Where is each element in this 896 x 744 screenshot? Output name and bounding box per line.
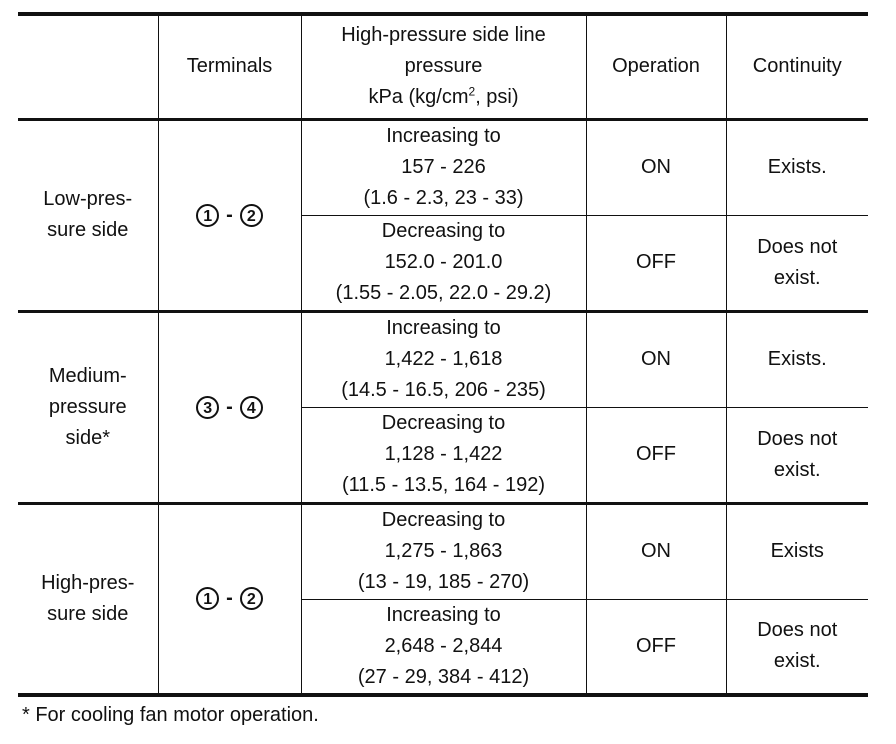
header-pressure-unit-line bbox=[306, 82, 582, 113]
pressure-line: (13 - 19, 185 - 270) bbox=[357, 571, 530, 593]
pressure-cell bbox=[301, 599, 586, 695]
pressure-line: (1.55 - 2.05, 22.0 - 29.2) bbox=[335, 282, 552, 304]
continuity-line: Exists. bbox=[767, 348, 827, 370]
pressure-line: (1.6 - 2.3, 23 - 33) bbox=[363, 187, 524, 209]
pressure-cell bbox=[301, 407, 586, 503]
pressure-line: Decreasing to bbox=[381, 412, 506, 434]
terminal-number-badge: 2 bbox=[240, 587, 263, 610]
table-row bbox=[18, 503, 868, 599]
pressure-line: Increasing to bbox=[386, 317, 501, 339]
pressure-cell bbox=[301, 311, 586, 407]
pressure-line: 2,648 - 2,844 bbox=[384, 634, 503, 657]
side-label-cell bbox=[18, 119, 158, 311]
continuity-cell bbox=[726, 311, 868, 407]
pressure-line: Decreasing to bbox=[381, 509, 506, 531]
header-pressure-exponent: 2 bbox=[468, 84, 476, 99]
pressure-cell bbox=[301, 215, 586, 311]
pressure-line: (14.5 - 16.5, 206 - 235) bbox=[341, 379, 546, 401]
terminals-cell bbox=[158, 503, 301, 695]
continuity-line: exist. bbox=[773, 458, 821, 481]
side-label-cell bbox=[18, 311, 158, 503]
table-row bbox=[18, 119, 868, 215]
table-row bbox=[18, 311, 868, 407]
continuity-line: Exists. bbox=[767, 156, 827, 178]
pressure-cell bbox=[301, 503, 586, 599]
side-label-line: Medium- bbox=[48, 364, 127, 387]
table-body bbox=[18, 119, 868, 695]
side-label-line: sure side bbox=[47, 219, 129, 241]
terminal-number-badge: 4 bbox=[240, 396, 263, 419]
pressure-line: Decreasing to bbox=[381, 220, 506, 242]
side-label-line: pressure bbox=[48, 395, 127, 418]
pressure-line: 1,422 - 1,618 bbox=[384, 348, 503, 370]
terminal-separator: - bbox=[226, 587, 233, 610]
continuity-line: Does not bbox=[757, 235, 838, 258]
pressure-cell bbox=[301, 119, 586, 215]
pressure-line: 157 - 226 bbox=[401, 156, 486, 178]
continuity-cell bbox=[726, 215, 868, 311]
side-label-cell bbox=[18, 503, 158, 695]
terminal-separator: - bbox=[226, 395, 233, 418]
operation-cell: OFF bbox=[586, 599, 726, 695]
pressure-line: Increasing to bbox=[386, 125, 501, 147]
continuity-cell bbox=[726, 599, 868, 695]
continuity-cell bbox=[726, 407, 868, 503]
continuity-line: Exists bbox=[770, 540, 824, 562]
terminal-number-badge: 1 bbox=[196, 587, 219, 610]
header-blank-cell bbox=[18, 14, 158, 119]
side-label-line: side* bbox=[65, 426, 110, 449]
header-continuity: Continuity bbox=[726, 14, 868, 119]
pressure-line: (11.5 - 13.5, 164 - 192) bbox=[341, 474, 546, 496]
operation-cell: ON bbox=[586, 503, 726, 599]
pressure-switch-spec-table bbox=[18, 12, 868, 697]
side-label-line: High-pres- bbox=[41, 571, 135, 594]
pressure-line: 152.0 - 201.0 bbox=[384, 251, 503, 273]
footnote: * For cooling fan motor operation. bbox=[22, 704, 319, 726]
header-operation: Operation bbox=[586, 14, 726, 119]
terminal-number-badge: 3 bbox=[196, 396, 219, 419]
continuity-line: Does not bbox=[757, 619, 838, 642]
continuity-cell bbox=[726, 503, 868, 599]
continuity-line: Does not bbox=[757, 427, 838, 450]
terminal-number-badge: 1 bbox=[196, 204, 219, 227]
continuity-cell bbox=[726, 119, 868, 215]
terminal-separator: - bbox=[226, 203, 233, 226]
terminals-cell bbox=[158, 119, 301, 311]
continuity-line: exist. bbox=[773, 650, 821, 673]
pressure-line: Increasing to bbox=[386, 603, 501, 626]
operation-cell: OFF bbox=[586, 407, 726, 503]
pressure-line: (27 - 29, 384 - 412) bbox=[357, 665, 530, 688]
operation-cell: OFF bbox=[586, 215, 726, 311]
pressure-line: 1,275 - 1,863 bbox=[384, 540, 503, 562]
header-pressure-unit-tail: , psi) bbox=[475, 86, 519, 109]
header-pressure-line: pressure bbox=[404, 55, 483, 78]
header-pressure bbox=[301, 14, 586, 119]
operation-cell: ON bbox=[586, 119, 726, 215]
operation-cell: ON bbox=[586, 311, 726, 407]
pressure-line: 1,128 - 1,422 bbox=[384, 443, 503, 465]
continuity-line: exist. bbox=[773, 266, 821, 289]
header-terminals: Terminals bbox=[158, 14, 301, 119]
header-pressure-line: High-pressure side line bbox=[341, 24, 546, 47]
header-pressure-unit: kPa (kg/cm bbox=[368, 86, 469, 109]
terminals-cell bbox=[158, 311, 301, 503]
terminal-number-badge: 2 bbox=[240, 204, 263, 227]
header-row bbox=[18, 14, 868, 119]
side-label-line: Low-pres- bbox=[43, 188, 133, 210]
side-label-line: sure side bbox=[47, 602, 129, 625]
